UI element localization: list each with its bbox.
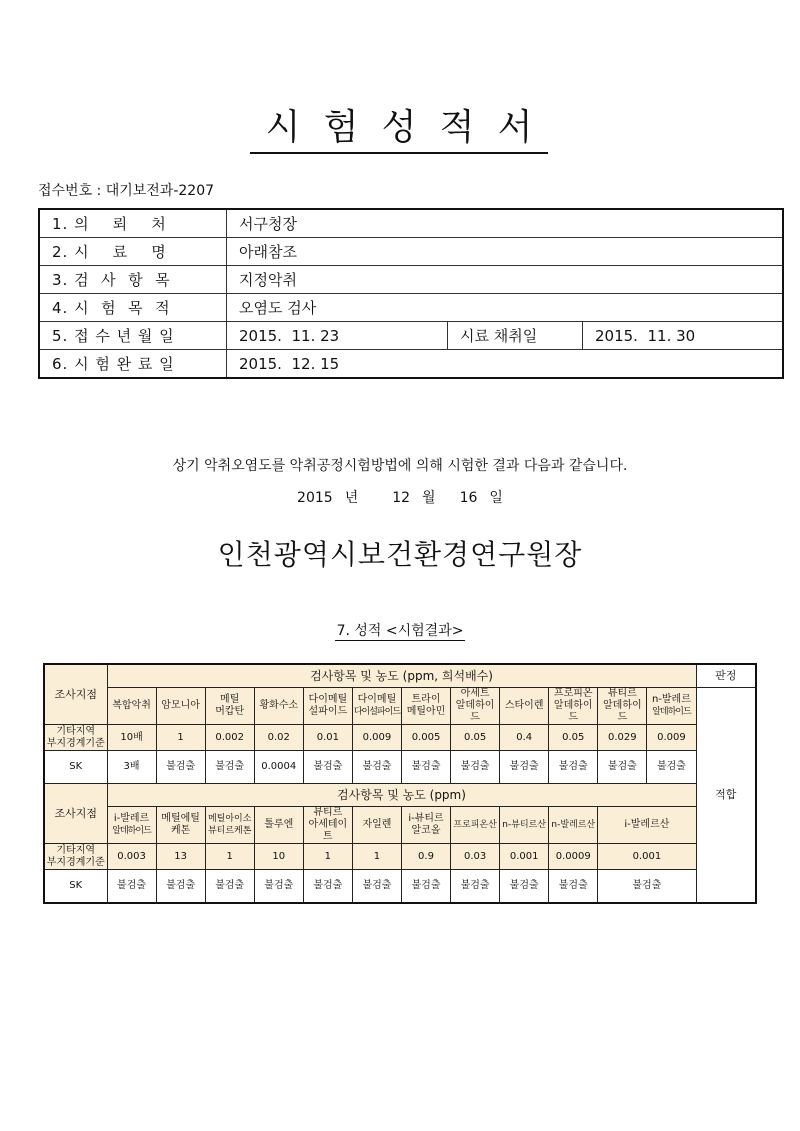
standard-value: 1 [156, 725, 205, 751]
statement: 상기 악취오염도를 악취공정시험방법에 의해 시험한 결과 다음과 같습니다. [172, 458, 628, 474]
sample-value: 불검출 [303, 870, 352, 904]
column-header: 다이메틸 설파이드 [303, 688, 352, 725]
sample-value: 불검출 [352, 751, 401, 784]
standard-value: 10 [254, 844, 303, 870]
site-header: 조사지점 [44, 664, 107, 725]
sample-value: 불검출 [156, 751, 205, 784]
standard-value: 0.005 [401, 725, 450, 751]
standard-value: 0.002 [205, 725, 254, 751]
column-header: n-발레르산 [549, 807, 598, 844]
section-title-text: 7. 성적 <시험결과> [336, 623, 464, 639]
info-value: 아래참조 [227, 238, 784, 266]
standard-value: 1 [303, 844, 352, 870]
info-value: 지정악취 [227, 266, 784, 294]
column-header: i-발레르산 [598, 807, 696, 844]
standard-value: 0.009 [352, 725, 401, 751]
info-label: 1. 의 뢰 처 [39, 209, 227, 238]
sample-value: 불검출 [254, 870, 303, 904]
sample-value: 불검출 [549, 751, 598, 784]
receipt-number: 접수번호 : 대기보전과-2207 [38, 183, 215, 199]
info-value: 오염도 검사 [227, 294, 784, 322]
title-char: 험 [323, 107, 359, 148]
document-title [250, 108, 548, 154]
info-row [39, 266, 783, 294]
info-label: 5. 접 수 년 월 일 [39, 322, 227, 350]
standard-value: 0.9 [401, 844, 450, 870]
sample-row [44, 751, 756, 784]
standard-value: 0.05 [451, 725, 500, 751]
standard-value: 0.05 [549, 725, 598, 751]
results-table [43, 663, 757, 904]
info-label: 3. 검 사 항 목 [39, 266, 227, 294]
sample-value: 불검출 [107, 870, 156, 904]
sample-value: 0.0004 [254, 751, 303, 784]
site-header: 조사지점 [44, 784, 107, 844]
column-header: n-발레르 알데하이드 [647, 688, 696, 725]
issue-day: 16 [459, 490, 478, 506]
column-header: 뷰티르 알데하이드 [598, 688, 647, 725]
info-row [39, 350, 783, 379]
column-header: 암모니아 [156, 688, 205, 725]
title-char: 서 [497, 107, 533, 148]
sample-value: 불검출 [549, 870, 598, 904]
standard-value: 13 [156, 844, 205, 870]
day-unit: 일 [489, 490, 503, 506]
column-header: n-뷰티르산 [500, 807, 549, 844]
info-value: 서구청장 [227, 209, 784, 238]
section-title [0, 620, 800, 640]
year-unit: 년 [344, 490, 359, 506]
standard-value: 0.001 [598, 844, 696, 870]
sample-value: 불검출 [500, 870, 549, 904]
standard-value: 10배 [107, 725, 156, 751]
info-value: 2015. 12. 15 [227, 350, 784, 379]
sample-value: 불검출 [451, 751, 500, 784]
results-column-row [44, 688, 756, 725]
results-column-row [44, 807, 756, 844]
standard-value: 0.03 [451, 844, 500, 870]
title-char: 성 [381, 107, 417, 148]
info-extra-label: 시료 채취일 [448, 322, 583, 350]
issuer-name: 인천광역시보건환경연구원장 [217, 538, 583, 571]
info-row [39, 322, 783, 350]
standard-value: 1 [205, 844, 254, 870]
info-row [39, 294, 783, 322]
info-extra-value: 2015. 11. 30 [583, 322, 784, 350]
column-header: 스타이렌 [500, 688, 549, 725]
column-header: 메틸아이소 뷰티르케톤 [205, 807, 254, 844]
judgement-header: 판정 [696, 664, 756, 688]
sample-value: 불검출 [451, 870, 500, 904]
column-header: 메틸에틸 케톤 [156, 807, 205, 844]
sample-value: 불검출 [156, 870, 205, 904]
judgement-value: 적합 [696, 688, 756, 904]
info-label: 6. 시 험 완 료 일 [39, 350, 227, 379]
standard-value: 0.02 [254, 725, 303, 751]
column-header: 아세트 알데하이드 [451, 688, 500, 725]
sample-row-label: SK [44, 870, 107, 904]
standard-row [44, 725, 756, 751]
column-header: 트라이 메틸아민 [401, 688, 450, 725]
title-char: 시 [265, 107, 301, 148]
month-unit: 월 [422, 490, 436, 506]
info-value: 2015. 11. 23 [227, 322, 448, 350]
group-header: 검사항목 및 농도 (ppm) [107, 784, 696, 807]
info-label: 2. 시 료 명 [39, 238, 227, 266]
standard-value: 0.4 [500, 725, 549, 751]
column-header: 자일렌 [352, 807, 401, 844]
sample-value: 불검출 [205, 751, 254, 784]
standard-row-label: 기타지역 부지경계기준 [44, 844, 107, 870]
sample-row-label: SK [44, 751, 107, 784]
sample-value: 불검출 [647, 751, 696, 784]
info-row [39, 238, 783, 266]
info-row [39, 209, 783, 238]
column-header: i-뷰티르 알코올 [401, 807, 450, 844]
sample-value: 불검출 [401, 751, 450, 784]
info-label: 4. 시 험 목 적 [39, 294, 227, 322]
sample-value: 불검출 [500, 751, 549, 784]
sample-value: 불검출 [205, 870, 254, 904]
column-header: 황화수소 [254, 688, 303, 725]
standard-value: 0.001 [500, 844, 549, 870]
column-header: 프로피온산 [451, 807, 500, 844]
standard-value: 0.029 [598, 725, 647, 751]
sample-value: 불검출 [352, 870, 401, 904]
column-header: 뷰티르 아세테이트 [303, 807, 352, 844]
group-header: 검사항목 및 농도 (ppm, 희석배수) [107, 664, 696, 688]
column-header: i-발레르 알데하이드 [107, 807, 156, 844]
standard-value: 0.0009 [549, 844, 598, 870]
standard-value: 0.01 [303, 725, 352, 751]
column-header: 톨루엔 [254, 807, 303, 844]
sample-value: 불검출 [598, 751, 647, 784]
standard-value: 0.003 [107, 844, 156, 870]
title-char: 적 [439, 107, 475, 148]
results-header-row [44, 784, 756, 807]
issue-month: 12 [392, 490, 411, 506]
column-header: 메틸 머캅탄 [205, 688, 254, 725]
standard-value: 1 [352, 844, 401, 870]
issue-year: 2015 [297, 490, 333, 506]
results-header-row [44, 664, 756, 688]
standard-row [44, 844, 756, 870]
sample-value: 3배 [107, 751, 156, 784]
sample-value: 불검출 [598, 870, 696, 904]
column-header: 다이메틸 다이설파이드 [352, 688, 401, 725]
sample-value: 불검출 [303, 751, 352, 784]
info-table [38, 208, 784, 379]
column-header: 복합악취 [107, 688, 156, 725]
standard-value: 0.009 [647, 725, 696, 751]
standard-row-label: 기타지역 부지경계기준 [44, 725, 107, 751]
sample-value: 불검출 [401, 870, 450, 904]
sample-row [44, 870, 756, 904]
issue-date [0, 487, 800, 507]
column-header: 프로피온 알데하이드 [549, 688, 598, 725]
